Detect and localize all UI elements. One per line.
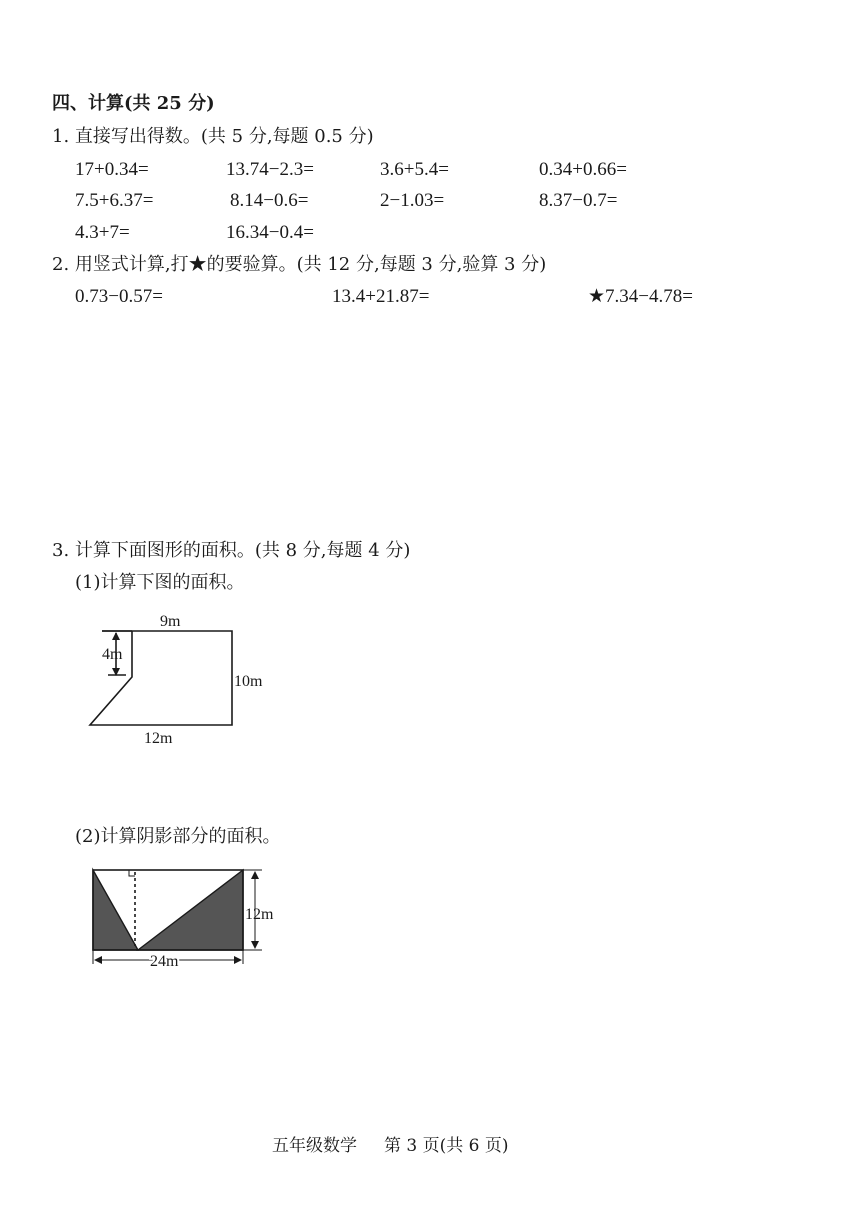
- figure-2-width-label: 24m: [150, 953, 179, 970]
- q1-item: 16.34−0.4=: [226, 222, 314, 243]
- q3-sub1-title: (1)计算下图的面积。: [75, 572, 245, 593]
- figure-1-composite-shape: [80, 605, 280, 755]
- footer-page-number: 第 3 页(共 6 页): [384, 1136, 509, 1156]
- q1-item: 3.6+5.4=: [380, 159, 449, 180]
- q1-item: 7.5+6.37=: [75, 190, 154, 211]
- q1-item: 8.14−0.6=: [230, 190, 309, 211]
- q1-item: 2−1.03=: [380, 190, 445, 211]
- q1-title: 1. 直接写出得数。(共 5 分,每题 0.5 分): [52, 126, 374, 147]
- figure-1-right-label: 10m: [234, 673, 263, 690]
- q3-title: 3. 计算下面图形的面积。(共 8 分,每题 4 分): [52, 540, 411, 561]
- q1-item: 13.74−2.3=: [226, 159, 314, 180]
- q2-item: ★7.34−4.78=: [588, 286, 693, 307]
- q1-item: 0.34+0.66=: [539, 159, 627, 180]
- section-title: 四、计算(共 25 分): [52, 93, 215, 114]
- q2-item: 0.73−0.57=: [75, 286, 163, 307]
- footer-subject: 五年级数学: [272, 1136, 357, 1156]
- q1-item: 8.37−0.7=: [539, 190, 618, 211]
- q1-item: 4.3+7=: [75, 222, 130, 243]
- figure-1-top-label: 9m: [160, 613, 181, 630]
- q1-item: 17+0.34=: [75, 159, 149, 180]
- q3-sub2-title: (2)计算阴影部分的面积。: [75, 826, 281, 847]
- figure-1-left-label: 4m: [102, 646, 123, 663]
- q2-title: 2. 用竖式计算,打★的要验算。(共 12 分,每题 3 分,验算 3 分): [52, 254, 547, 275]
- q2-item: 13.4+21.87=: [332, 286, 430, 307]
- figure-2-height-label: 12m: [245, 906, 274, 923]
- figure-1-bottom-label: 12m: [144, 730, 173, 747]
- figure-2-shaded-rectangle: [80, 860, 290, 972]
